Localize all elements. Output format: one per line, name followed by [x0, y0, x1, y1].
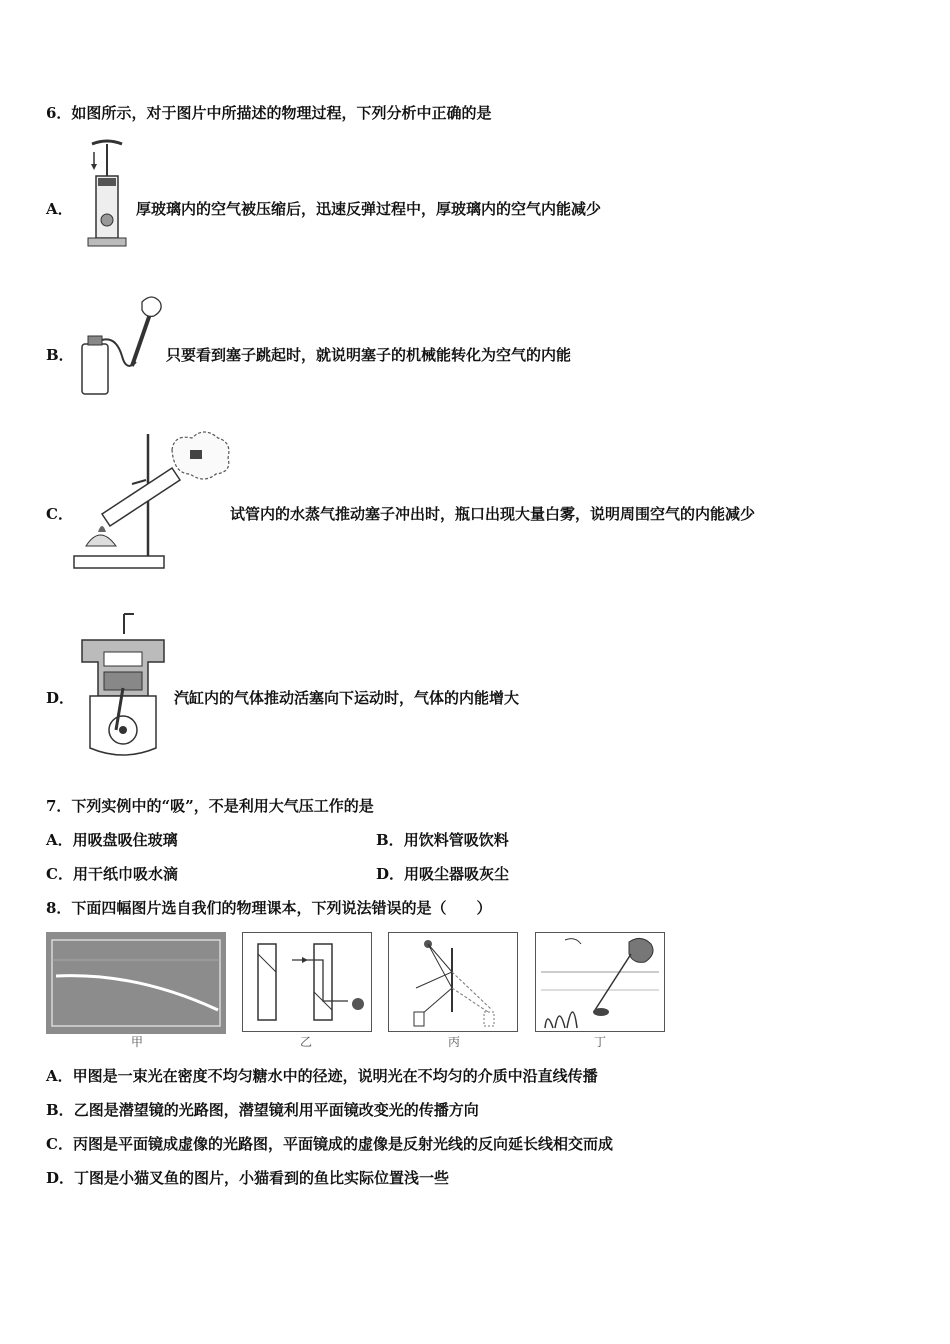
q8-stem: 8．下面四幅图片选自我们的物理课本，下列说法错误的是（ ）	[46, 899, 492, 917]
q6-option-b-letter: B．	[46, 346, 74, 364]
q6-option-a-letter: A．	[46, 200, 73, 218]
caption-bing: 丙	[448, 1035, 461, 1049]
q6-option-a-text: 厚玻璃内的空气被压缩后，迅速反弹过程中，厚玻璃内的空气内能减少	[136, 200, 602, 218]
q6-option-d-letter: D．	[46, 689, 75, 707]
q6-option-d-text: 汽缸内的气体推动活塞向下运动时，气体的内能增大	[174, 689, 520, 707]
q7-option-a-text: 用吸盘吸住玻璃	[72, 831, 178, 849]
q8-option-c	[46, 1133, 613, 1154]
engine-cylinder-figure	[78, 612, 168, 762]
q7-option-a	[46, 829, 178, 850]
caption-ding: 丁	[594, 1035, 607, 1049]
q7-option-d-text: 用吸尘器吸灰尘	[404, 865, 510, 883]
q7-option-c	[46, 863, 178, 884]
q6-option-d	[46, 687, 74, 708]
q6-stem: 6．如图所示，对于图片中所描述的物理过程，下列分析中正确的是	[46, 104, 492, 122]
bottle-pump-stopper-figure	[76, 292, 166, 400]
q8-option-d-text: 丁图是小猫叉鱼的图片，小猫看到的鱼比实际位置浅一些	[74, 1169, 450, 1187]
q7-option-a-letter: A．	[46, 831, 73, 849]
figure-ding	[535, 932, 665, 1032]
figure-bing	[388, 932, 518, 1032]
q6-option-a	[46, 198, 74, 219]
caption-yi: 乙	[300, 1035, 313, 1049]
q8-option-b	[46, 1099, 479, 1120]
q6-option-c-letter: C．	[46, 505, 73, 523]
q8-option-a-letter: A．	[46, 1067, 73, 1085]
q7-option-c-text: 用干纸巾吸水滴	[72, 865, 178, 883]
air-compression-cylinder-figure	[84, 138, 130, 250]
q8-option-c-letter: C．	[46, 1135, 73, 1153]
q7-option-d	[376, 863, 509, 884]
q7-option-c-letter: C．	[46, 865, 73, 883]
q6-option-c	[46, 503, 74, 524]
figure-yi	[242, 932, 372, 1032]
q8-option-d-letter: D．	[46, 1169, 75, 1187]
q6-option-c-text: 试管内的水蒸气推动塞子冲出时，瓶口出现大量白雾，说明周围空气的内能减少	[230, 505, 756, 523]
q8-option-a-text: 甲图是一束光在密度不均匀糖水中的径迹，说明光在不均匀的介质中沿直线传播	[72, 1067, 598, 1085]
q7-option-b-letter: B．	[376, 831, 404, 849]
q8-option-d	[46, 1167, 449, 1188]
q7-option-d-letter: D．	[376, 865, 405, 883]
q8-option-a	[46, 1065, 598, 1086]
figure-jia	[46, 932, 226, 1034]
q6-option-b-text: 只要看到塞子跳起时，就说明塞子的机械能转化为空气的内能	[166, 346, 572, 364]
q7-option-b	[376, 829, 509, 850]
q8-option-c-text: 丙图是平面镜成虚像的光路图，平面镜成的虚像是反射光线的反向延长线相交而成	[72, 1135, 613, 1153]
q8-option-b-letter: B．	[46, 1101, 74, 1119]
q6-option-b	[46, 344, 74, 365]
q8-option-b-text: 乙图是潜望镜的光路图，潜望镜利用平面镜改变光的传播方向	[73, 1101, 479, 1119]
caption-jia: 甲	[131, 1035, 144, 1049]
heated-test-tube-figure	[72, 428, 232, 574]
q7-option-b-text: 用饮料管吸饮料	[403, 831, 509, 849]
q7-stem: 7．下列实例中的“吸”，不是利用大气压工作的是	[46, 797, 374, 815]
